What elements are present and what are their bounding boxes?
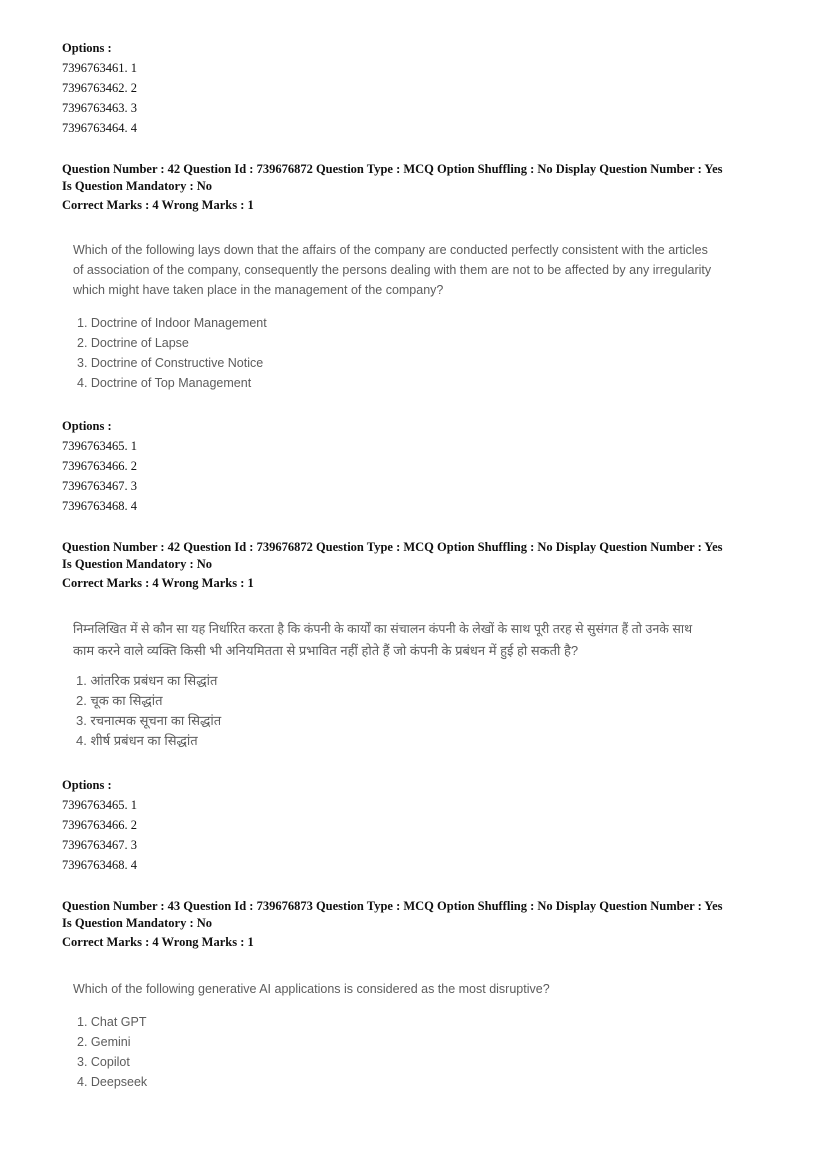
question-body bbox=[73, 240, 711, 393]
question-header bbox=[62, 539, 723, 592]
question-mandatory-line: Is Question Mandatory : No bbox=[62, 179, 213, 193]
question-body bbox=[73, 619, 785, 751]
options-block bbox=[62, 775, 137, 875]
option-item: 7396763468. 4 bbox=[62, 858, 137, 872]
option-item: 7396763461. 1 bbox=[62, 61, 137, 75]
question-header bbox=[62, 898, 723, 951]
option-item: 7396763463. 3 bbox=[62, 101, 137, 115]
option-item: 7396763468. 4 bbox=[62, 499, 137, 513]
answer-choice: 3. Copilot bbox=[77, 1055, 130, 1069]
question-marks-line: Correct Marks : 4 Wrong Marks : 1 bbox=[62, 935, 254, 949]
question-body bbox=[73, 979, 550, 1092]
answer-choice: 4. शीर्ष प्रबंधन का सिद्धांत bbox=[76, 733, 198, 748]
question-stem-line: Which of the following generative AI applications is considered as the most disruptive? bbox=[73, 982, 550, 996]
question-stem-line: Which of the following lays down that the affairs of the company are conducted perfectly consistent with the articles bbox=[73, 243, 708, 257]
answer-choices bbox=[73, 313, 711, 393]
options-title: Options : bbox=[62, 778, 112, 792]
options-block-top bbox=[62, 38, 137, 138]
question-meta-line: Question Number : 43 Question Id : 739676873 Question Type : MCQ Option Shuffling : No Display Question Number : Yes bbox=[62, 899, 723, 913]
answer-choice: 4. Deepseek bbox=[77, 1075, 148, 1089]
question-stem-line: काम करने वाले व्यक्ति किसी भी अनियमितता से प्रभावित नहीं होते हैं जो कंपनी के प्रबंधन में हुई हो सकती है? bbox=[73, 643, 579, 658]
question-meta-line: Question Number : 42 Question Id : 739676872 Question Type : MCQ Option Shuffling : No Display Question Number : Yes bbox=[62, 162, 723, 176]
option-item: 7396763467. 3 bbox=[62, 479, 137, 493]
answer-choice: 3. Doctrine of Constructive Notice bbox=[77, 356, 264, 370]
option-item: 7396763466. 2 bbox=[62, 818, 137, 832]
answer-choice: 4. Doctrine of Top Management bbox=[77, 376, 252, 390]
answer-choice: 2. Doctrine of Lapse bbox=[77, 336, 189, 350]
option-item: 7396763465. 1 bbox=[62, 439, 137, 453]
question-stem-line: which might have taken place in the management of the company? bbox=[73, 283, 444, 297]
answer-choice: 2. Gemini bbox=[77, 1035, 131, 1049]
option-item: 7396763467. 3 bbox=[62, 838, 137, 852]
question-mandatory-line: Is Question Mandatory : No bbox=[62, 557, 213, 571]
answer-choice: 1. Doctrine of Indoor Management bbox=[77, 316, 267, 330]
question-header bbox=[62, 161, 723, 214]
option-item: 7396763462. 2 bbox=[62, 81, 137, 95]
option-item: 7396763465. 1 bbox=[62, 798, 137, 812]
question-marks-line: Correct Marks : 4 Wrong Marks : 1 bbox=[62, 198, 254, 212]
question-marks-line: Correct Marks : 4 Wrong Marks : 1 bbox=[62, 576, 254, 590]
answer-choice: 1. आंतरिक प्रबंधन का सिद्धांत bbox=[76, 673, 218, 688]
answer-choice: 1. Chat GPT bbox=[77, 1015, 147, 1029]
answer-choices bbox=[73, 671, 785, 751]
option-item: 7396763466. 2 bbox=[62, 459, 137, 473]
options-block bbox=[62, 416, 137, 516]
question-meta-line: Question Number : 42 Question Id : 739676872 Question Type : MCQ Option Shuffling : No Display Question Number : Yes bbox=[62, 540, 723, 554]
question-stem-line: of association of the company, consequently the persons dealing with them are not to be affected by any irregularity bbox=[73, 263, 712, 277]
answer-choice: 3. रचनात्मक सूचना का सिद्धांत bbox=[76, 713, 222, 728]
options-title: Options : bbox=[62, 41, 112, 55]
question-mandatory-line: Is Question Mandatory : No bbox=[62, 916, 213, 930]
answer-choices bbox=[73, 1012, 550, 1092]
question-stem bbox=[73, 240, 711, 300]
answer-choice: 2. चूक का सिद्धांत bbox=[76, 693, 163, 708]
question-stem bbox=[73, 979, 550, 999]
options-title: Options : bbox=[62, 419, 112, 433]
option-item: 7396763464. 4 bbox=[62, 121, 137, 135]
question-stem bbox=[73, 619, 785, 661]
question-stem-line: निम्नलिखित में से कौन सा यह निर्धारित करता है कि कंपनी के कार्यों का संचालन कंपनी के लेखों के साथ पूरी तरह से सुसंगत हैं तो उनके साथ bbox=[73, 622, 693, 636]
